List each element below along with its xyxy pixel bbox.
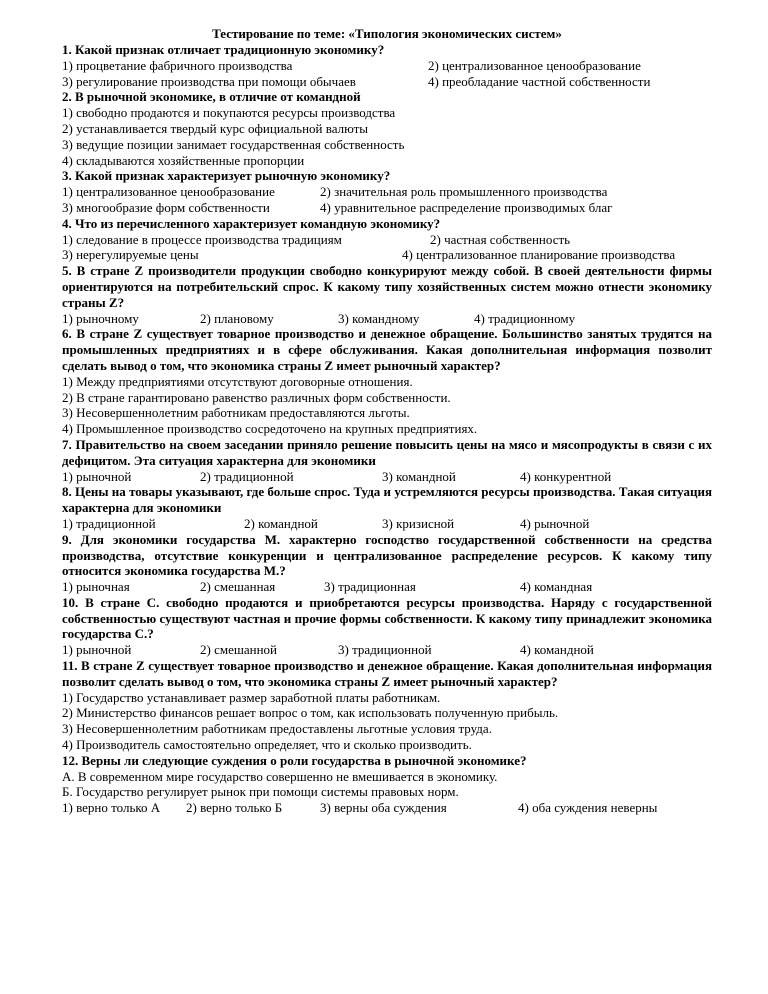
option: 2) смешанная <box>200 579 276 595</box>
option: 2) устанавливается твердый курс официальной валюты <box>62 120 369 136</box>
question-12: 12. Верны ли следующие суждения о роли государства в рыночной экономике? <box>62 752 527 768</box>
option: 3) нерегулируемые цены <box>62 247 199 263</box>
options-row <box>62 800 712 816</box>
option: 1) рыночной <box>62 468 132 484</box>
option: 3) многообразие форм собственности <box>62 199 270 215</box>
option: 1) рыночной <box>62 642 132 658</box>
option: 1) следование в процессе производства традициям <box>62 231 342 247</box>
option: 4) складываются хозяйственные пропорции <box>62 152 305 168</box>
option: 3) традиционная <box>324 579 416 595</box>
option: 3) верны оба суждения <box>320 800 447 816</box>
option: 3) командной <box>382 468 456 484</box>
question-8: 8. Цены на товары указывают, где больше спрос. Туда и устремляются ресурсы производства. Такая ситуация характерна для экономики <box>62 484 712 516</box>
option: 3) традиционной <box>338 642 432 658</box>
question-9: 9. Для экономики государства М. характерно господство государственной собственности на средства производства, отсутствие конкуренции и централизованное распределение ресурсов. К какому типу относится экономика государства М.? <box>62 531 712 579</box>
option: 2) Министерство финансов решает вопрос о том, как использовать полученную прибыль. <box>62 705 559 721</box>
option: 3) Несовершеннолетним работникам предоставлены льготные условия труда. <box>62 721 492 737</box>
option: 4) Промышленное производство сосредоточено на крупных предприятиях. <box>62 421 478 437</box>
option: 2) верно только Б <box>186 800 283 816</box>
option: 1) рыночная <box>62 579 130 595</box>
question-7: 7. Правительство на своем заседании приняло решение повысить цены на мясо и мясопродукты в связи с их дефицитом. Эта ситуация характерна для экономики <box>62 436 712 468</box>
statement: А. В современном мире государство совершенно не вмешивается в экономику. <box>62 768 498 784</box>
options-row <box>62 579 712 595</box>
question-6: 6. В стране Z существует товарное производство и денежное обращение. Большинство занятых трудятся на промышленных предприятиях и в сфере обслуживания. Какая дополнительная информация позволит сделать вывод о том, что экономика страны Z имеет рыночный характер? <box>62 326 712 373</box>
options-row <box>62 642 712 658</box>
option: 1) традиционной <box>62 515 156 531</box>
options-row <box>62 58 712 74</box>
option: 4) уравнительное распределение производимых благ <box>320 199 613 215</box>
option: 3) кризисной <box>382 515 455 531</box>
option: 3) регулирование производства при помощи обычаев <box>62 73 356 89</box>
options-row <box>62 184 712 200</box>
options-row <box>62 74 712 90</box>
options-row <box>62 516 712 532</box>
option: 1) рыночному <box>62 310 139 326</box>
question-10: 10. В стране С. свободно продаются и приобретаются ресурсы производства. Наряду с государственной собственностью существуют частная и прочие формы собственности. К какому типу принадлежит экономика государства С.? <box>62 594 712 642</box>
option: 4) конкурентной <box>520 468 612 484</box>
option: 1) верно только А <box>62 800 161 816</box>
option: 4) традиционному <box>474 310 576 326</box>
option: 2) В стране гарантировано равенство различных форм собственности. <box>62 389 451 405</box>
page-title: Тестирование по теме: «Типология экономических систем» <box>212 26 562 41</box>
option: 4) командной <box>520 642 594 658</box>
option: 3) Несовершеннолетним работникам предоставляются льготы. <box>62 405 410 421</box>
options-row <box>62 311 712 327</box>
option: 1) свободно продаются и покупаются ресурсы производства <box>62 105 396 121</box>
option: 2) значительная роль промышленного производства <box>320 184 608 200</box>
question-11: 11. В стране Z существует товарное производство и денежное обращение. Какая дополнительная информация позволит сделать вывод о том, что экономика страны Z имеет рыночный характер? <box>62 658 712 689</box>
question-1: 1. Какой признак отличает традиционную экономику? <box>62 42 385 57</box>
option: 3) командному <box>338 310 420 326</box>
statement: Б. Государство регулирует рынок при помощи системы правовых норм. <box>62 784 459 800</box>
options-row <box>62 469 712 485</box>
test-page <box>62 26 712 816</box>
question-4: 4. Что из перечисленного характеризует командную экономику? <box>62 215 441 231</box>
option: 4) рыночной <box>520 515 590 531</box>
option: 3) ведущие позиции занимает государственная собственность <box>62 136 405 152</box>
option: 1) Государство устанавливает размер заработной платы работникам. <box>62 689 441 705</box>
option: 2) плановому <box>200 310 274 326</box>
option: 4) оба суждения неверны <box>518 800 658 816</box>
option: 2) централизованное ценообразование <box>428 57 641 73</box>
option: 4) централизованное планирование производства <box>402 247 676 263</box>
option: 2) смешанной <box>200 642 277 658</box>
options-row <box>62 232 712 248</box>
option: 1) процветание фабричного производства <box>62 57 293 73</box>
question-3: 3. Какой признак характеризует рыночную экономику? <box>62 168 391 184</box>
question-5: 5. В стране Z производители продукции свободно конкурируют между собой. В своей деятельности фирмы ориентируются на потребительский спрос. К какому типу хозяйственных систем можно отнести экономику страны Z? <box>62 263 712 310</box>
option: 4) преобладание частной собственности <box>428 73 651 89</box>
option: 4) командная <box>520 579 593 595</box>
option: 2) традиционной <box>200 468 294 484</box>
option: 2) командной <box>244 515 318 531</box>
question-2: 2. В рыночной экономике, в отличие от командной <box>62 89 361 105</box>
option: 2) частная собственность <box>430 231 571 247</box>
option: 4) Производитель самостоятельно определяет, что и сколько производить. <box>62 737 472 753</box>
options-row <box>62 200 712 216</box>
options-row <box>62 247 712 263</box>
option: 1) централизованное ценообразование <box>62 184 275 200</box>
option: 1) Между предприятиями отсутствуют договорные отношения. <box>62 373 413 389</box>
